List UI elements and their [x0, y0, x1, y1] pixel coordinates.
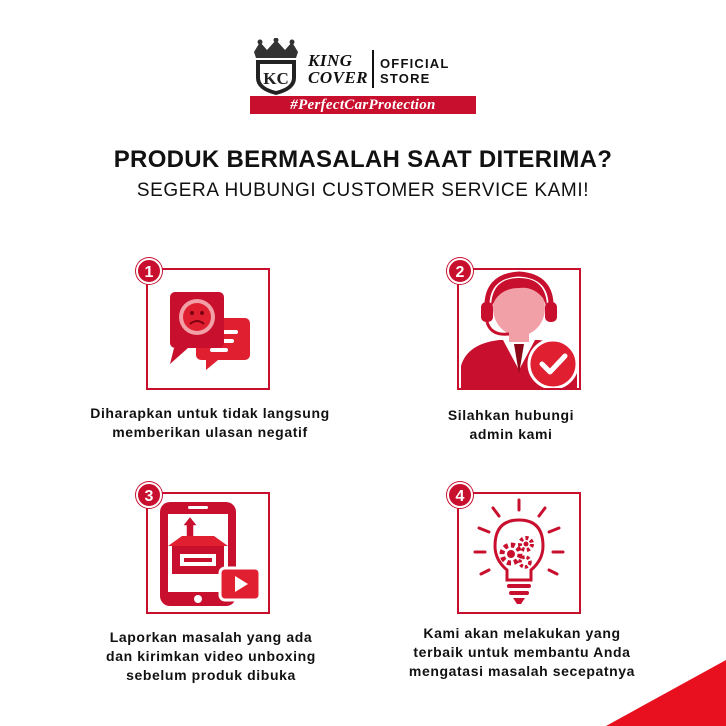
- chat-sad-face-icon: [148, 270, 268, 388]
- step-2-badge: 2: [447, 258, 473, 284]
- lightbulb-gears-icon: [459, 494, 579, 612]
- step-1-badge: 1: [136, 258, 162, 284]
- step-4-caption-line1: Kami akan melakukan yang: [423, 625, 621, 641]
- step-1-caption: [60, 404, 360, 442]
- customer-service-agent-icon: [459, 270, 579, 388]
- step-1-caption-line2: memberikan ulasan negatif: [112, 424, 308, 440]
- brand-name-line1: KING: [308, 51, 353, 70]
- step-3-caption-line3: sebelum produk dibuka: [126, 667, 296, 683]
- step-3-caption-line2: dan kirimkan video unboxing: [106, 648, 316, 664]
- step-2-caption-line1: Silahkan hubungi: [447, 407, 575, 423]
- store-label-line1: OFFICIAL: [380, 56, 450, 71]
- hashtag-banner: #PerfectCarProtection: [250, 96, 476, 114]
- phone-unboxing-video-icon: [148, 494, 268, 612]
- step-4-badge: 4: [447, 482, 473, 508]
- step-2-caption: [400, 406, 622, 444]
- step-4-caption-line2: terbaik untuk membantu Anda: [413, 644, 631, 660]
- step-2-caption-line2: admin kami: [469, 426, 553, 442]
- brand-name: [308, 52, 368, 86]
- step-2-card: [455, 264, 581, 390]
- crown-shield-icon: [250, 38, 302, 96]
- step-4-caption-line3: mengatasi masalah secepatnya: [408, 663, 636, 679]
- step-1-card: [144, 264, 270, 390]
- brand-name-line2: COVER: [308, 68, 369, 87]
- corner-decoration: [606, 660, 726, 726]
- step-3-badge: 3: [136, 482, 162, 508]
- step-3-caption-line1: Laporkan masalah yang ada: [109, 629, 313, 645]
- brand-logo: [250, 38, 476, 114]
- logo-divider: [372, 50, 374, 88]
- step-4-card: [455, 488, 581, 614]
- page-subtitle: SEGERA HUBUNGI CUSTOMER SERVICE KAMI!: [136, 180, 590, 201]
- step-3-caption: [66, 628, 356, 685]
- logo-monogram: KC: [263, 69, 289, 88]
- step-1-caption-line1: Diharapkan untuk tidak langsung: [90, 405, 330, 421]
- official-store-label: [380, 56, 450, 86]
- page-title: PRODUK BERMASALAH SAAT DITERIMA?: [113, 146, 613, 173]
- step-3-card: [144, 488, 270, 614]
- store-label-line2: STORE: [380, 71, 431, 86]
